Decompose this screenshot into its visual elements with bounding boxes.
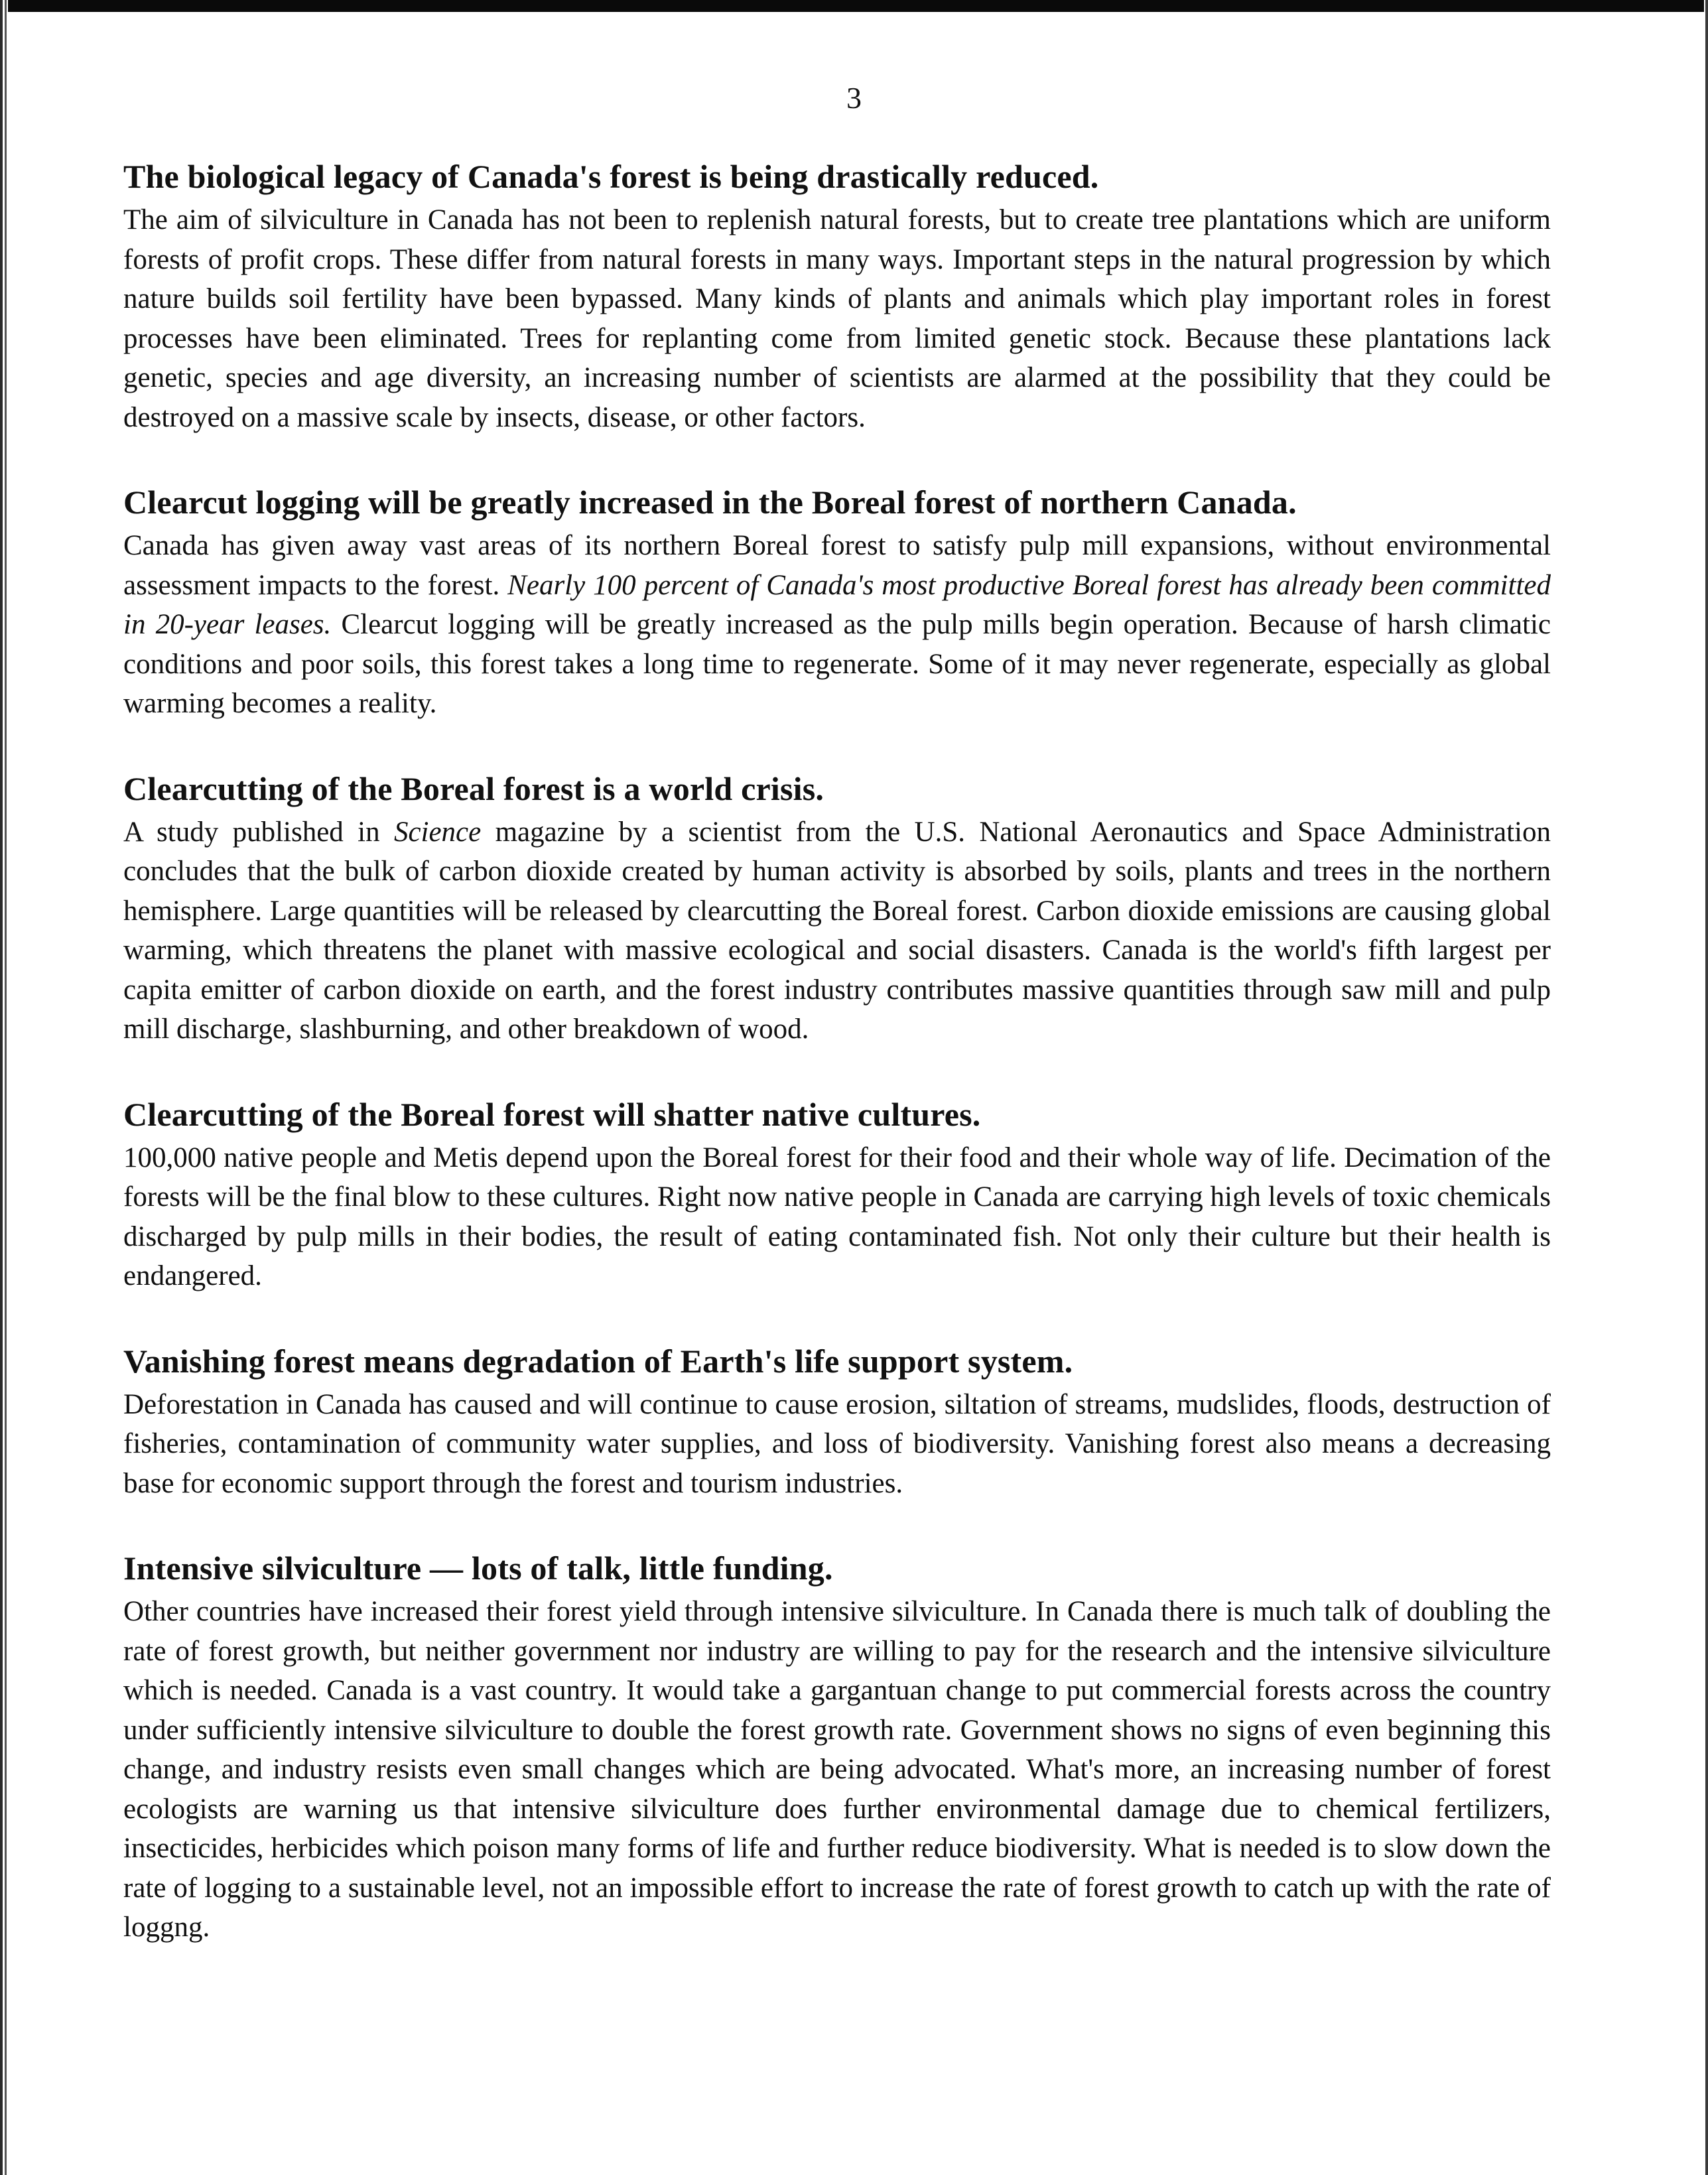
section-paragraph: Other countries have increased their forest yield through intensive silviculture. In Canada there is much talk of doubling the rate of forest growth, but neither government nor industry are willing to pay for the research and the intensive silviculture which is needed. Canada is a vast country. It would take a gargantuan change to put commercial forests across the country under sufficiently intensive silviculture to double the forest growth rate. Government shows no signs of even beginning this change, and industry resists even small changes which are being advocated. What's more, an increasing number of forest ecologists are warning us that intensive silviculture does further environmental damage due to chemical fertilizers, insecticides, herbicides which poison many forms of life and further reduce biodiversity. What is needed is to slow down the rate of logging to a sustainable level, not an impossible effort to increase the rate of forest growth to catch up with the rate of loggng. — [123, 1596, 1551, 1943]
paragraph-text: Canada has given away vast areas of its northern Boreal forest to satisfy pulp mill expansions, without environmental assessment impacts to the forest. — [123, 530, 1551, 601]
section-heading: Clearcutting of the Boreal forest is a world crisis. — [123, 769, 824, 807]
section-heading: Vanishing forest means degradation of Earth's life support system. — [123, 1342, 1073, 1380]
paragraph-text: Clearcut logging will be greatly increased as the pulp mills begin operation. Because of harsh climatic conditions and poor soils, this forest takes a long time to regenerate. Some of it may never regenerate, especially as global warming becomes a reality. — [123, 609, 1551, 719]
section-paragraph — [123, 526, 1551, 724]
paragraph-emphasis: Nearly 100 percent of Canada's most productive Boreal forest has already been committed in 20-year leases. — [123, 569, 1551, 640]
section-heading: Clearcut logging will be greatly increased in the Boreal forest of northern Canada. — [123, 484, 1297, 521]
section-heading: The biological legacy of Canada's forest is being drastically reduced. — [123, 158, 1099, 195]
section-native-cultures — [123, 1092, 1551, 1296]
scan-right-edge — [1704, 0, 1708, 2175]
section-clearcut-logging — [123, 480, 1551, 724]
section-intensive-silviculture — [123, 1546, 1551, 1947]
section-paragraph: The aim of silviculture in Canada has not been to replenish natural forests, but to create tree plantations which are uniform forests of profit crops. These differ from natural forests in many ways. Important steps in the natural progression by which nature builds soil fertility have been bypassed. Many kinds of plants and animals which play important roles in forest processes have been eliminated. Trees for replanting come from limited genetic stock. Because these plantations lack genetic, species and age diversity, an increasing number of scientists are alarmed at the possibility that they could be destroyed on a massive scale by insects, disease, or other factors. — [123, 204, 1551, 433]
section-paragraph: Deforestation in Canada has caused and will continue to cause erosion, siltation of streams, mudslides, floods, destruction of fisheries, contamination of community water supplies, and loss of biodiversity. Vanishing forest also means a decreasing base for economic support through the forest and tourism industries. — [123, 1388, 1551, 1499]
section-vanishing-forest — [123, 1339, 1551, 1504]
document-body — [123, 154, 1551, 1990]
paragraph-emphasis: Science — [393, 816, 482, 848]
scan-top-edge — [0, 0, 1708, 12]
page-number: 3 — [846, 81, 862, 115]
section-paragraph — [123, 813, 1551, 1049]
section-biological-legacy — [123, 154, 1551, 437]
paragraph-text: magazine by a scientist from the U.S. National Aeronautics and Space Administration concludes that the bulk of carbon dioxide created by human activity is absorbed by soils, plants and trees in the northern hemisphere. Large quantities will be released by clearcutting the Boreal forest. Carbon dioxide emissions are causing global warming, which threatens the planet with massive ecological and social disasters. Canada is the world's fifth largest per capita emitter of carbon dioxide on earth, and the forest industry contributes massive quantities through saw mill and pulp mill discharge, slashburning, and other breakdown of wood. — [123, 816, 1551, 1045]
scan-left-edge — [0, 0, 8, 2175]
section-heading: Clearcutting of the Boreal forest will shatter native cultures. — [123, 1095, 981, 1133]
section-world-crisis — [123, 766, 1551, 1049]
section-heading: Intensive silviculture — lots of talk, little funding. — [123, 1549, 833, 1587]
paragraph-text: A study published in — [123, 816, 394, 848]
section-paragraph: 100,000 native people and Metis depend upon the Boreal forest for their food and their whole way of life. Decimation of the forests will be the final blow to these cultures. Right now native people in Canada are carrying high levels of toxic chemicals discharged by pulp mills in their bodies, the result of eating contaminated fish. Not only their culture but their health is endangered. — [123, 1142, 1551, 1291]
